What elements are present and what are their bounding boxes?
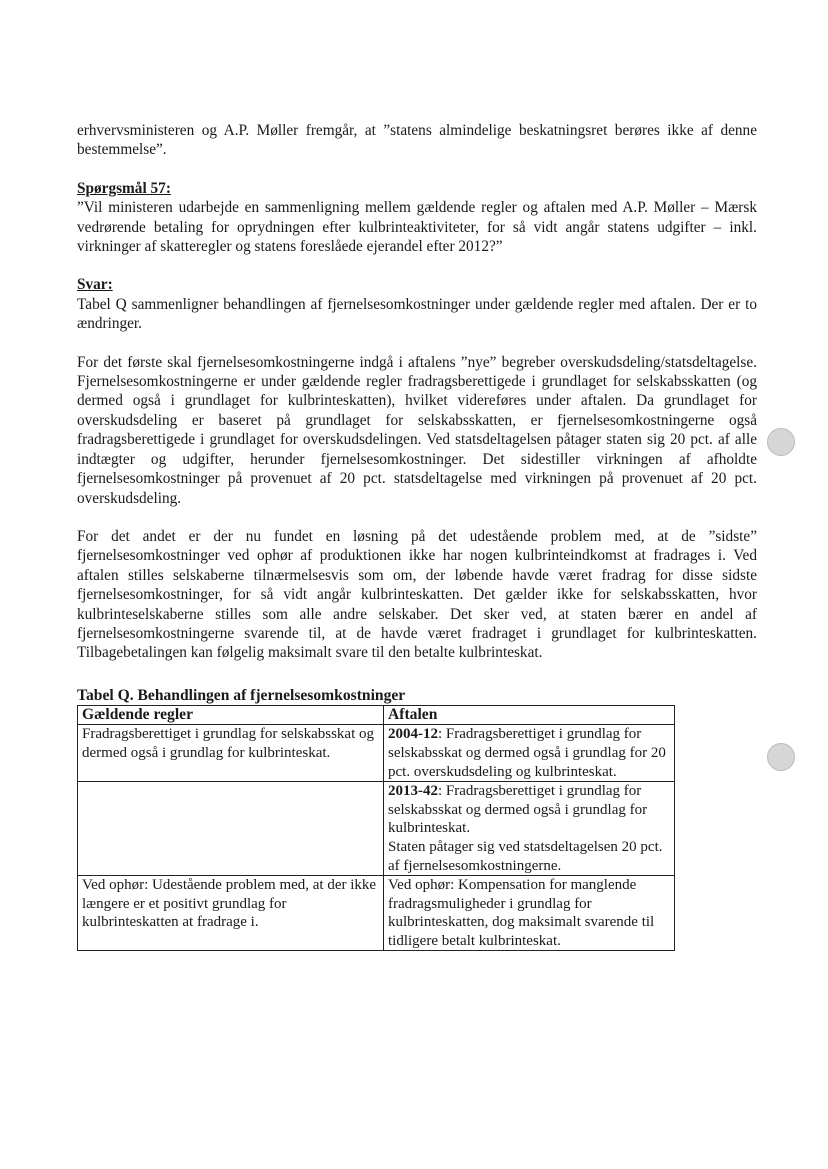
table-header-row bbox=[78, 705, 675, 725]
answer-heading: Svar: bbox=[77, 276, 113, 294]
answer-paragraph-2: For det første skal fjernelsesomkostningerne indgå i aftalens ”nye” begreber overskudsdeling/statsdeltagelse. Fjernelsesomkostningerne er under gældende regler fradragsberettigede i grundlaget for selskabsskatten (og dermed også i grundlaget for kulbrinteskatten), hvilket videreføres under aftalen. Da grundlaget for overskudsdeling er baseret på grundlaget for selskabsskatten, er fjernelsesomkostningerne også fradragsberettigede i grundlaget for overskudsdelingen. Ved statsdeltagelsen påtager staten sig 20 pct. af alle indtægter og udgifter, herunder fjernelsesomkostninger. Det sidestiller virkningen af afholdte fjernelsesomkostninger på provenuet af 20 pct. statsdeltagelse med virkningen på provenuet af 20 pct. overskudsdeling. bbox=[77, 353, 757, 507]
period-label: 2004-12 bbox=[388, 726, 438, 743]
table-cell-current bbox=[78, 782, 384, 876]
table-cell-agreement bbox=[384, 725, 675, 782]
header-agreement: Aftalen bbox=[384, 705, 675, 725]
punch-hole-mark bbox=[767, 743, 795, 771]
question-text: ”Vil ministeren udarbejde en sammenligning mellem gældende regler og aftalen med A.P. Møller – Mærsk vedrørende betaling for oprydningen efter kulbrinteaktiviteter, for så vidt angår statens udgifter – inkl. virkninger af skatteregler og statens foreslåede ejerandel efter 2012?” bbox=[77, 199, 757, 256]
table-row bbox=[78, 876, 675, 951]
answer-paragraph-3: For det andet er der nu fundet en løsning på det udestående problem med, at de ”sidste” fjernelsesomkostninger ved ophør af produktionen ikke har nogen kulbrinteindkomst at fradrages i. Ved aftalen stilles selskaberne tilnærmelsesvis som om, der løbende havde været fradrag for disse sidste fjernelsesomkostninger, for så vidt angår kulbrinteskatten. Det gælder ikke for selskabsskatten, hvor kulbrinteselskaberne stilles som alle andre selskaber. Det sker ved, at staten bærer en andel af fjernelsesomkostningerne svarende til, at de havde været fradraget i grundlaget for kulbrinteskatten. Tilbagebetalingen kan følgelig maksimalt svare til den betalte kulbrinteskat. bbox=[77, 527, 757, 662]
table-cell-agreement bbox=[384, 782, 675, 876]
table-row bbox=[78, 725, 675, 782]
question-heading: Spørgsmål 57: bbox=[77, 179, 171, 197]
punch-hole-mark bbox=[767, 428, 795, 456]
cell-text: : Fradragsberettiget i grundlag for selskabsskat og dermed også i grundlag for 20 pct. overskudsdeling og kulbrinteskat. bbox=[388, 726, 666, 780]
table-cell-current: Fradragsberettiget i grundlag for selskabsskat og dermed også i grundlag for kulbrinteskat. bbox=[78, 725, 384, 782]
cell-text: : Fradragsberettiget i grundlag for selskabsskat og dermed også i grundlag for kulbrinteskat. bbox=[388, 783, 648, 837]
period-label: 2013-42 bbox=[388, 783, 438, 800]
table-title: Tabel Q. Behandlingen af fjernelsesomkostninger bbox=[77, 686, 406, 704]
table-cell-agreement: Ved ophør: Kompensation for manglende fradragsmuligheder i grundlag for kulbrinteskatten, dog maksimalt svarende til tidligere betalt kulbrinteskat. bbox=[384, 876, 675, 951]
header-current-rules: Gældende regler bbox=[78, 705, 384, 725]
table-cell-current: Ved ophør: Udestående problem med, at der ikke længere er et positivt grundlag for kulbrinteskatten at fradrage i. bbox=[78, 876, 384, 951]
table-row bbox=[78, 782, 675, 876]
intro-paragraph: erhvervsministeren og A.P. Møller fremgår, at ”statens almindelige beskatningsret berøres ikke af denne bestemmelse”. bbox=[77, 122, 757, 159]
answer-paragraph-1: Tabel Q sammenligner behandlingen af fjernelsesomkostninger under gældende regler med aftalen. Der er to ændringer. bbox=[77, 295, 757, 333]
cell-extra-text: Staten påtager sig ved statsdeltagelsen 20 pct. af fjernelsesomkostningerne. bbox=[388, 838, 663, 874]
document-page bbox=[77, 121, 757, 951]
comparison-table bbox=[77, 705, 675, 952]
